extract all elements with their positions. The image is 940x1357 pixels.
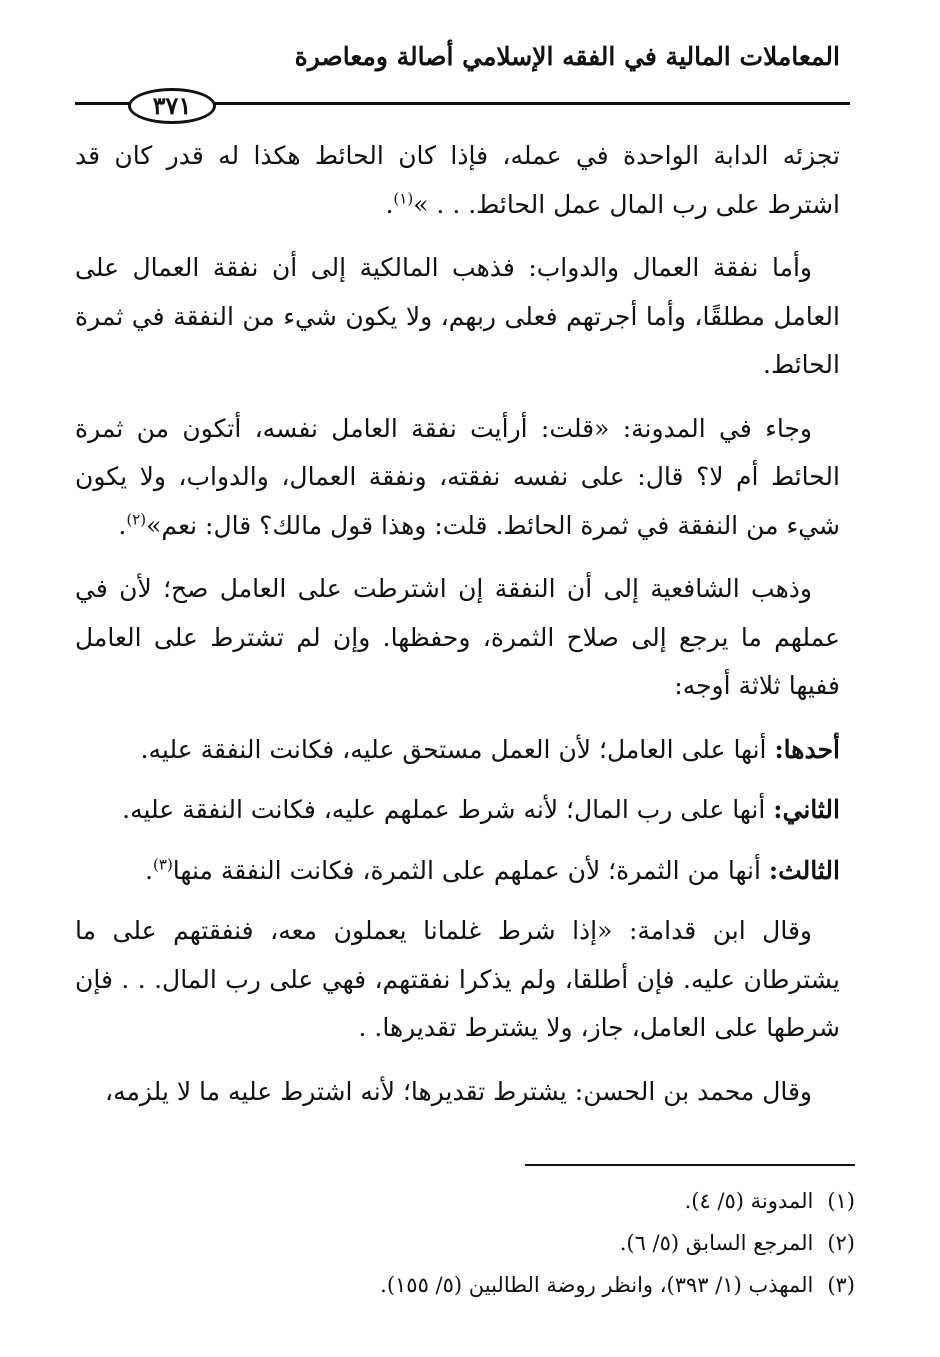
footnote-3 — [95, 1264, 855, 1306]
paragraph-4: وذهب الشافعية إلى أن النفقة إن اشترطت على العامل صح؛ لأن في عملهم ما يرجع إلى صلاح الثمرة، وحفظها. وإن لم تشترط على العامل ففيها ثلاثة أوجه: — [75, 574, 840, 700]
footnote-ref-2: (٢) — [126, 510, 147, 529]
paragraph-1 — [75, 132, 840, 229]
paragraph-3-end: . — [118, 510, 127, 540]
footnote-1-number: (١) — [827, 1189, 855, 1213]
opinion-item-1 — [75, 726, 840, 775]
opinion-item-3 — [75, 847, 840, 896]
footnote-3-text: المهذب (١/ ٣٩٣)، وانظر روضة الطالبين (٥/ ١٥٥). — [380, 1273, 814, 1297]
paragraph-6: وقال محمد بن الحسن: يشترط تقديرها؛ لأنه اشترط عليه ما لا يلزمه، — [105, 1076, 812, 1106]
footnote-3-number: (٣) — [827, 1273, 855, 1297]
opinion-item-2-text: أنها على رب المال؛ لأنه شرط عملهم عليه، فكانت النفقة عليه. — [122, 795, 774, 824]
footnote-ref-1: (١) — [393, 189, 414, 208]
opinion-item-1-label: أحدها: — [774, 734, 840, 764]
footnotes — [95, 1180, 855, 1306]
footnote-2-text: المرجع السابق (٥/ ٦). — [619, 1231, 814, 1255]
footnote-1 — [95, 1180, 855, 1222]
footnote-2-number: (٢) — [827, 1231, 855, 1255]
opinion-item-3-text: أنها من الثمرة؛ لأن عملهم على الثمرة، فكانت النفقة منها — [172, 855, 769, 885]
paragraph-3-text: وجاء في المدونة: «قلت: أرأيت نفقة العامل نفسه، أتكون من ثمرة الحائط أم لا؟ قال: على نفسه نفقته، ونفقة العمال، والدواب، ولا يكون شيء من النفقة في ثمرة الحائط. قلت: وهذا قول مالك؟ قال: نعم» — [75, 413, 840, 540]
opinion-item-2 — [75, 786, 840, 835]
paragraph-5: وقال ابن قدامة: «إذا شرط غلمانا يعملون معه، فنفقتهم على ما يشترطان عليه. فإن أطلقا، ولم يذكرا نفقتهم، فهي على رب المال. . . فإن شرطها على العامل، جاز، ولا يشترط تقديرها. . — [75, 916, 840, 1042]
opinion-item-3-label: الثالث: — [768, 855, 840, 885]
opinion-item-3-end: . — [145, 855, 154, 885]
paragraph-1-end: . — [385, 189, 394, 219]
paragraph-1-text: تجزئه الدابة الواحدة في عمله، فإذا كان الحائط هكذا له قدر كان قد اشترط على رب المال عمل الحائط. . . » — [75, 141, 840, 219]
opinion-item-1-text: أنها على العامل؛ لأن العمل مستحق عليه، فكانت النفقة عليه. — [140, 734, 775, 764]
footnote-separator — [525, 1164, 855, 1166]
opinion-item-2-label: الثاني: — [773, 795, 840, 824]
footnote-1-text: المدونة (٥/ ٤). — [684, 1189, 814, 1213]
page-number-badge: ٣٧١ — [128, 88, 216, 124]
main-text — [75, 132, 840, 1131]
footnote-2 — [95, 1222, 855, 1264]
running-header-title: المعاملات المالية في الفقه الإسلامي أصالة ومعاصرة — [294, 42, 840, 71]
paragraph-2: وأما نفقة العمال والدواب: فذهب المالكية إلى أن نفقة العمال على العامل مطلقًا، وأما أجرتهم فعلى ربهم، ولا يكون شيء من النفقة في ثمرة الحائط. — [75, 253, 840, 379]
footnote-ref-3: (٣) — [153, 855, 173, 874]
paragraph-3 — [75, 405, 840, 551]
